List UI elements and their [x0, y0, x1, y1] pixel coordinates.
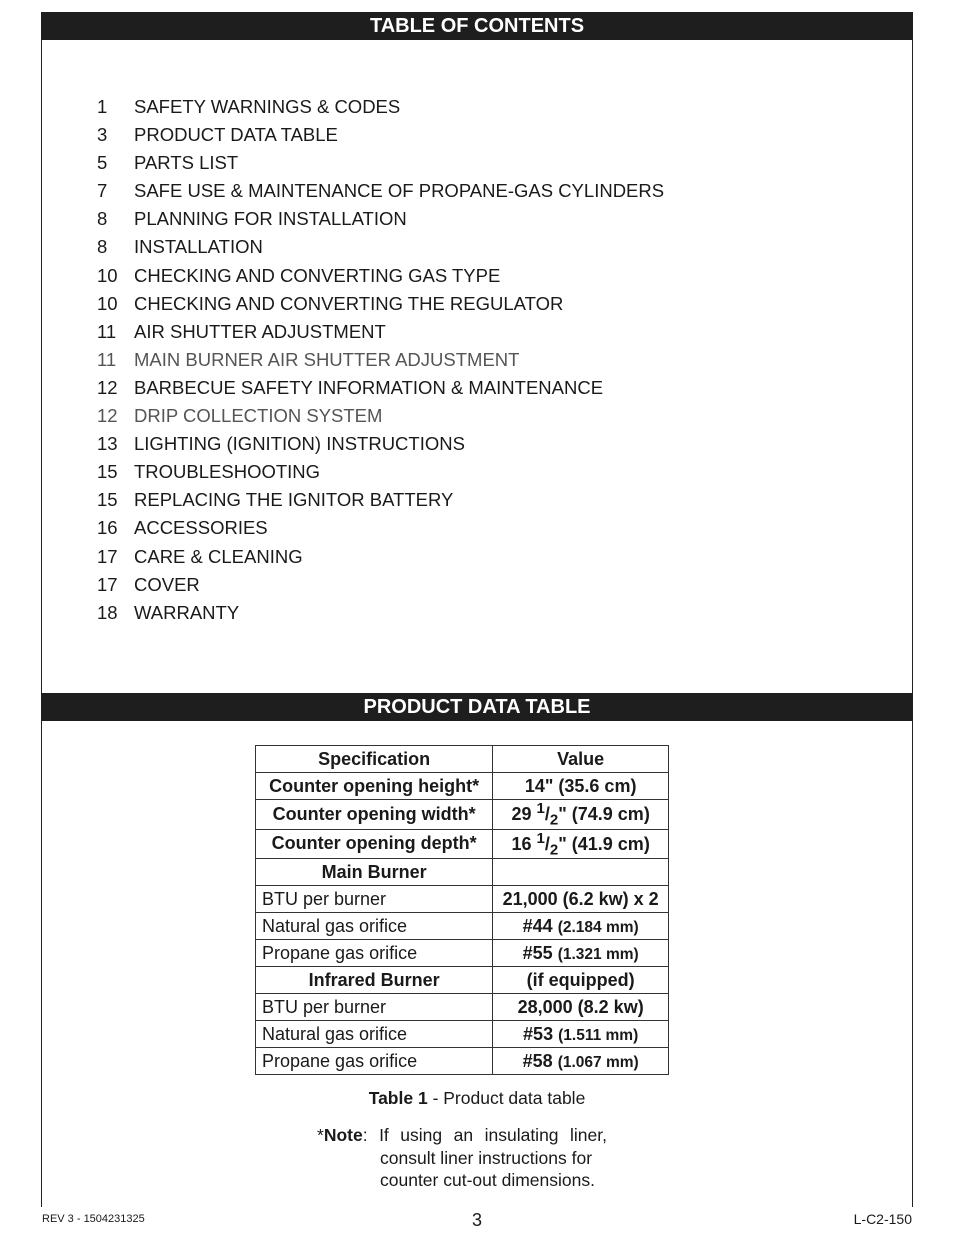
- toc-page: 12: [97, 405, 118, 427]
- table-row: [256, 859, 669, 886]
- toc-page: 17: [97, 545, 118, 567]
- toc-entry: [97, 264, 664, 292]
- value-cell: [493, 859, 669, 886]
- orifice-size: (1.067 mm): [557, 1053, 639, 1071]
- toc-label: INSTALLATION: [134, 236, 263, 258]
- toc-page: 13: [97, 433, 118, 455]
- note-label: Note: [323, 1125, 363, 1145]
- toc-page: 3: [97, 124, 108, 146]
- note-text-1: : If using an insulating liner,: [362, 1125, 607, 1145]
- toc-page: 11: [97, 348, 117, 370]
- orifice-size: (1.511 mm): [558, 1026, 639, 1044]
- table-row: [256, 773, 669, 800]
- table-header-row: [256, 746, 669, 773]
- toc-header: TABLE OF CONTENTS: [41, 12, 913, 40]
- value-cell: (if equipped): [493, 967, 669, 994]
- toc-label: PARTS LIST: [134, 152, 239, 174]
- fraction-slash: /: [544, 833, 550, 854]
- toc-label: PRODUCT DATA TABLE: [134, 124, 338, 146]
- spec-cell: Natural gas orifice: [256, 913, 493, 940]
- section-cell: Main Burner: [256, 859, 493, 886]
- note-line-1: [317, 1124, 607, 1147]
- table-row: [256, 886, 669, 913]
- toc-entry: [97, 573, 664, 601]
- column-header-spec: Specification: [256, 746, 493, 773]
- spec-cell: BTU per burner: [256, 994, 493, 1021]
- caption-label: Table 1: [368, 1088, 428, 1108]
- value-cell: [493, 940, 669, 967]
- toc-entry: [97, 320, 664, 348]
- toc-list: [97, 95, 664, 629]
- toc-entry: [97, 123, 664, 151]
- toc-page: 16: [97, 517, 118, 539]
- caption-text: - Product data table: [427, 1088, 586, 1108]
- spec-cell: Propane gas orifice: [256, 1048, 493, 1075]
- toc-entry: [97, 545, 664, 573]
- value-whole: 29: [511, 804, 532, 824]
- value-cell: [493, 1048, 669, 1075]
- column-header-value: Value: [493, 746, 669, 773]
- table-row: [256, 800, 669, 830]
- toc-entry: [97, 601, 664, 629]
- revision-label: REV 3 - 1504231325: [42, 1213, 145, 1225]
- value-cell: 28,000 (8.2 kw): [493, 994, 669, 1021]
- value-cell: [493, 1021, 669, 1048]
- fraction-numerator: 1: [536, 829, 545, 847]
- fraction-denominator: 2: [549, 841, 559, 859]
- spec-cell: Counter opening width*: [256, 800, 493, 830]
- note-line-2: consult liner instructions for: [380, 1147, 593, 1168]
- toc-label: REPLACING THE IGNITOR BATTERY: [134, 489, 454, 511]
- toc-label: WARRANTY: [134, 601, 240, 623]
- toc-entry: [97, 376, 664, 404]
- table-row: [256, 913, 669, 940]
- table-row: [256, 940, 669, 967]
- toc-label: AIR SHUTTER ADJUSTMENT: [134, 320, 386, 342]
- toc-label: SAFETY WARNINGS & CODES: [134, 96, 401, 117]
- fraction-slash: /: [544, 804, 550, 824]
- product-data-header: PRODUCT DATA TABLE: [41, 693, 913, 721]
- value-cell: [493, 913, 669, 940]
- orifice-number: #44: [522, 915, 553, 936]
- document-code: L-C2-150: [853, 1211, 912, 1227]
- table-row: [256, 967, 669, 994]
- note-line-3: counter cut-out dimensions.: [380, 1170, 595, 1190]
- section-cell: Infrared Burner: [256, 967, 493, 994]
- toc-entry: [97, 432, 664, 460]
- toc-label: TROUBLESHOOTING: [134, 461, 321, 483]
- spec-cell: Counter opening depth*: [256, 829, 493, 859]
- toc-entry: [97, 404, 664, 432]
- spec-cell: Propane gas orifice: [256, 940, 493, 967]
- toc-label: CARE & CLEANING: [134, 545, 303, 567]
- fraction-denominator: 2: [549, 811, 559, 829]
- toc-page: 10: [97, 264, 118, 286]
- toc-page: 12: [97, 376, 118, 398]
- orifice-number: #55: [522, 942, 553, 963]
- value-cell: [493, 829, 669, 859]
- value-cell: [493, 800, 669, 830]
- value-whole: 16: [511, 833, 532, 854]
- toc-label: CHECKING AND CONVERTING GAS TYPE: [134, 264, 501, 286]
- toc-label: LIGHTING (IGNITION) INSTRUCTIONS: [134, 433, 465, 455]
- value-rest: " (41.9 cm): [558, 833, 650, 854]
- toc-page: 18: [97, 601, 118, 623]
- note-asterisk: *: [317, 1125, 324, 1145]
- toc-entry: [97, 207, 664, 235]
- toc-entry: [97, 488, 664, 516]
- toc-label: CHECKING AND CONVERTING THE REGULATOR: [134, 292, 564, 314]
- toc-entry: [97, 179, 664, 207]
- orifice-size: (2.184 mm): [557, 918, 639, 936]
- spec-cell: Natural gas orifice: [256, 1021, 493, 1048]
- value-rest: " (74.9 cm): [558, 804, 650, 824]
- toc-entry: [97, 348, 664, 376]
- toc-page: 8: [97, 208, 108, 230]
- orifice-number: #53: [523, 1023, 554, 1044]
- toc-entry: [97, 460, 664, 488]
- toc-label: ACCESSORIES: [134, 517, 268, 539]
- toc-label: COVER: [134, 573, 200, 595]
- toc-label: PLANNING FOR INSTALLATION: [134, 208, 407, 230]
- page-number: 3: [471, 1210, 482, 1230]
- toc-page: 15: [97, 489, 118, 511]
- toc-page: 10: [97, 292, 118, 314]
- table-row: [256, 1021, 669, 1048]
- table-row: [256, 1048, 669, 1075]
- toc-label: BARBECUE SAFETY INFORMATION & MAINTENANCE: [134, 376, 604, 398]
- orifice-size: (1.321 mm): [557, 945, 639, 963]
- toc-page: 7: [97, 180, 108, 202]
- fraction-numerator: 1: [536, 800, 545, 817]
- toc-page: 5: [97, 152, 108, 174]
- toc-page: 11: [97, 320, 117, 342]
- table-caption: [0, 1088, 954, 1109]
- toc-label: SAFE USE & MAINTENANCE OF PROPANE-GAS CYLINDERS: [134, 180, 665, 202]
- orifice-number: #58: [522, 1050, 553, 1071]
- toc-entry: [97, 516, 664, 544]
- spec-cell: BTU per burner: [256, 886, 493, 913]
- toc-page: 8: [97, 236, 108, 258]
- toc-label: DRIP COLLECTION SYSTEM: [134, 405, 383, 427]
- toc-page: 15: [97, 461, 118, 483]
- value-cell: 21,000 (6.2 kw) x 2: [493, 886, 669, 913]
- toc-entry: [97, 292, 664, 320]
- value-cell: 14" (35.6 cm): [493, 773, 669, 800]
- table-row: [256, 994, 669, 1021]
- toc-page: 1: [97, 96, 108, 117]
- table-note: [317, 1124, 607, 1192]
- toc-page: 17: [97, 573, 118, 595]
- table-row: [256, 829, 669, 859]
- spec-cell: Counter opening height*: [256, 773, 493, 800]
- toc-entry: [97, 235, 664, 263]
- product-data-table: [255, 745, 669, 1075]
- toc-label: MAIN BURNER AIR SHUTTER ADJUSTMENT: [134, 348, 520, 370]
- toc-entry: [97, 151, 664, 179]
- toc-entry: [97, 95, 664, 123]
